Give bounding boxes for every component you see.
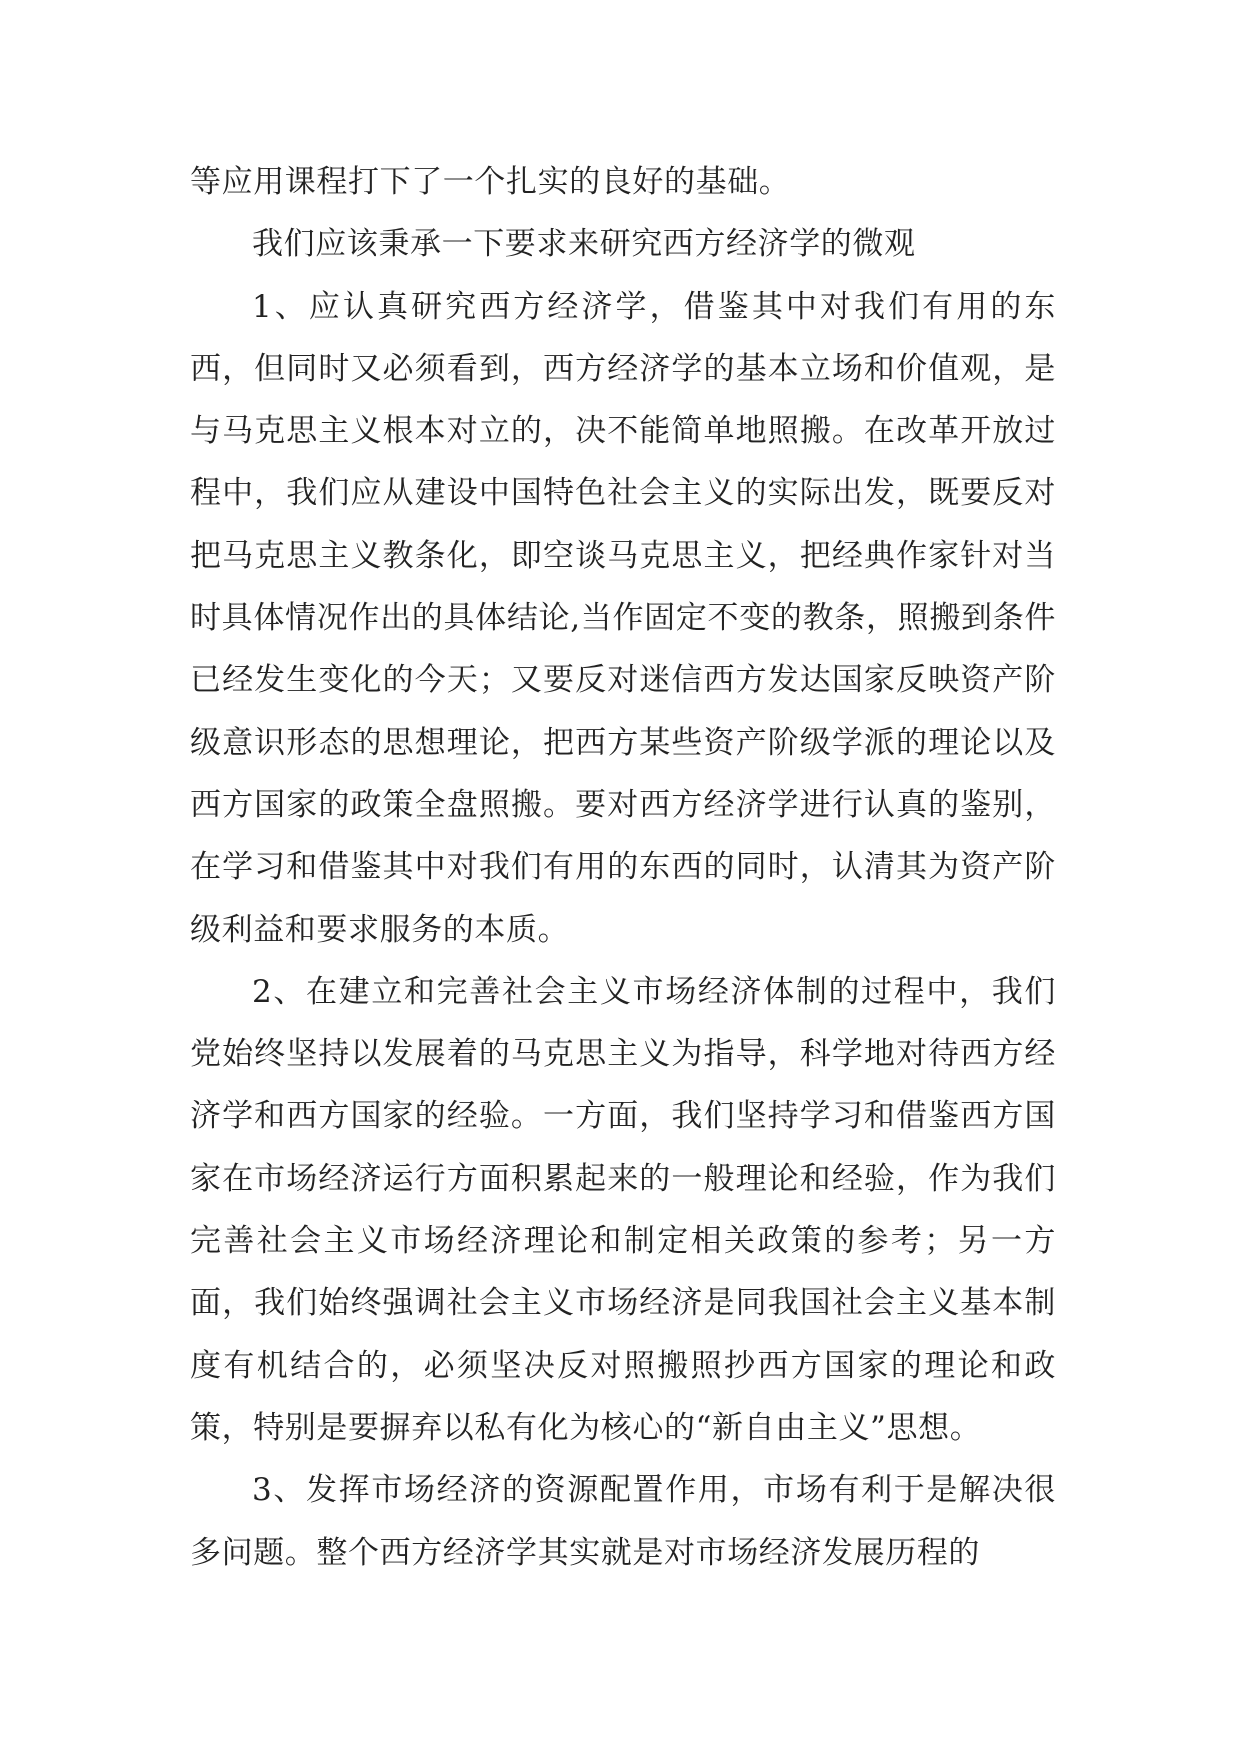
paragraph-continued: 等应用课程打下了一个扎实的良好的基础。: [190, 164, 791, 200]
paragraph-point-3: 3、发挥市场经济的资源配置作用，市场有利于是解决很多问题。整个西方经济学其实就是对市场经济发展历程的: [190, 1472, 1056, 1571]
paragraph-intro: 我们应该秉承一下要求来研究西方经济学的微观: [252, 226, 916, 263]
paragraph-point-1: 1、应认真研究西方经济学，借鉴其中对我们有用的东西，但同时又必须看到，西方经济学的基本立场和价值观，是与马克思主义根本对立的，决不能简单地照搬。在改革开放过程中，我们应从建设中国特色社会主义的实际出发，既要反对把马克思主义教条化，即空谈马克思主义，把经典作家针对当时具体情况作出的具体结论,当作固定不变的教条，照搬到条件已经发生变化的今天；又要反对迷信西方发达国家反映资产阶级意识形态的思想理论，把西方某些资产阶级学派的理论以及西方国家的政策全盘照搬。要对西方经济学进行认真的鉴别，在学习和借鉴其中对我们有用的东西的同时，认清其为资产阶级利益和要求服务的本质。: [190, 288, 1056, 948]
document-body: [190, 151, 1056, 1584]
paragraph-point-2: 2、在建立和完善社会主义市场经济体制的过程中，我们党始终坚持以发展着的马克思主义为指导，科学地对待西方经济学和西方国家的经验。一方面，我们坚持学习和借鉴西方国家在市场经济运行方面积累起来的一般理论和经验，作为我们完善社会主义市场经济理论和制定相关政策的参考；另一方面，我们始终强调社会主义市场经济是同我国社会主义基本制度有机结合的，必须坚决反对照搬照抄西方国家的理论和政策，特别是要摒弃以私有化为核心的“新自由主义”思想。: [190, 973, 1056, 1446]
